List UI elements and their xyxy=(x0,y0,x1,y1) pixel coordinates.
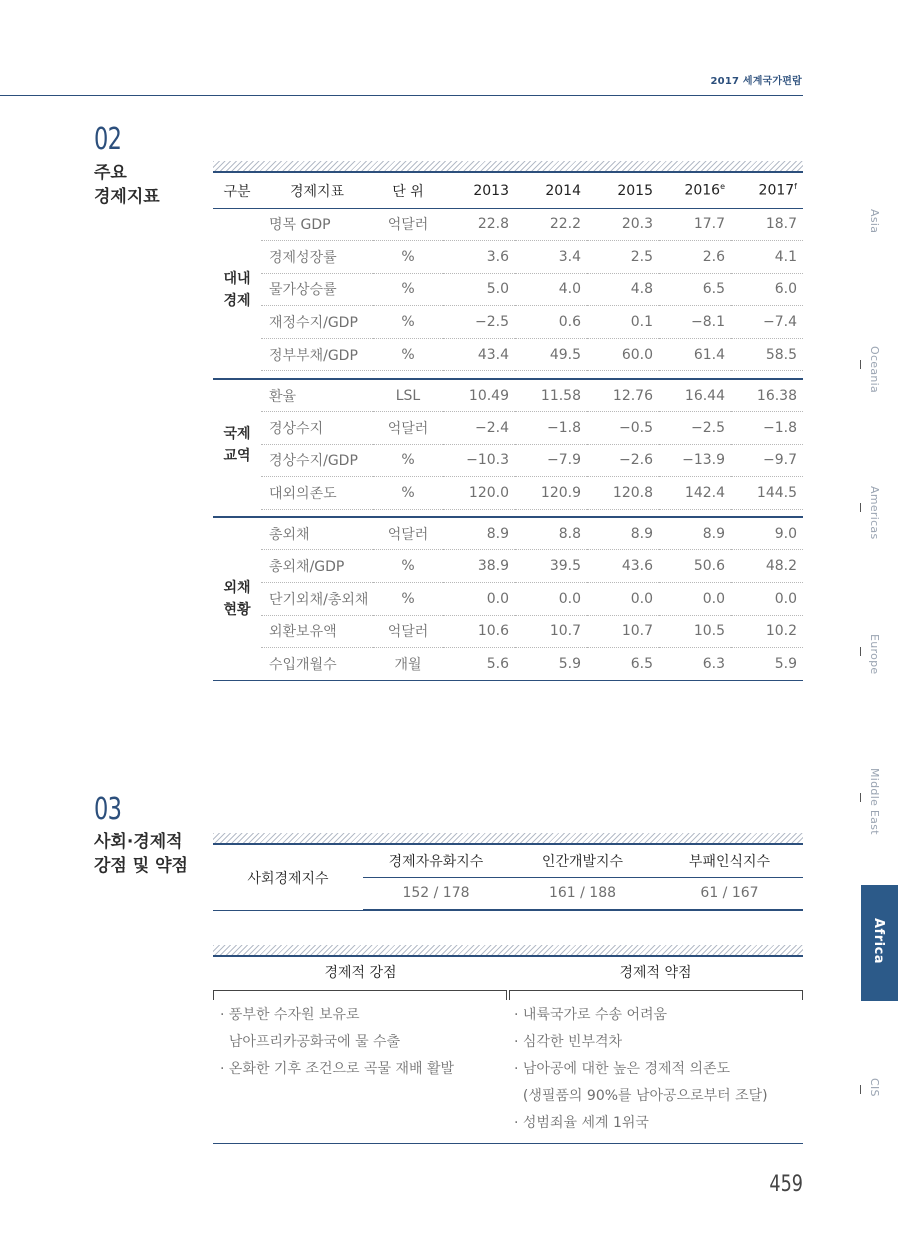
unit-cell: % xyxy=(373,550,443,583)
unit-cell: 억달러 xyxy=(373,615,443,648)
strengths-list xyxy=(220,1002,454,1083)
side-nav-item-asia[interactable]: Asia xyxy=(868,209,881,234)
value-cell: 10.7 xyxy=(587,615,659,648)
unit-cell: % xyxy=(373,241,443,274)
unit-cell: % xyxy=(373,583,443,616)
table-row xyxy=(213,517,803,550)
list-item: · 온화한 기후 조건으로 곡물 재배 활발 xyxy=(220,1061,455,1077)
value-cell: −7.9 xyxy=(515,444,587,477)
index-column-header: 인간개발지수 xyxy=(509,846,656,877)
side-nav-item-middle-east[interactable]: Middle East xyxy=(868,768,881,835)
value-cell: 4.0 xyxy=(515,273,587,306)
value-cell: 6.3 xyxy=(659,648,731,681)
strengths-title: 경제적 강점 xyxy=(324,965,397,981)
value-cell: 11.58 xyxy=(515,379,587,412)
value-cell: 8.9 xyxy=(443,517,515,550)
table-row xyxy=(213,306,803,339)
table-row xyxy=(213,241,803,274)
value-cell: 20.3 xyxy=(587,208,659,241)
list-item: · 풍부한 수자원 보유로 xyxy=(220,1007,360,1023)
value-cell: 142.4 xyxy=(659,477,731,510)
table-row xyxy=(213,379,803,412)
value-cell: −9.7 xyxy=(731,444,803,477)
value-cell: 43.4 xyxy=(443,338,515,371)
value-cell: 61.4 xyxy=(659,338,731,371)
value-cell: −2.4 xyxy=(443,412,515,445)
value-cell: 4.1 xyxy=(731,241,803,274)
indicator-cell: 경제성장률 xyxy=(261,241,373,274)
index-table-bottom-rule xyxy=(213,910,803,911)
value-cell: 3.4 xyxy=(515,241,587,274)
value-cell: 16.38 xyxy=(731,379,803,412)
header-year: 2016e xyxy=(659,174,731,208)
list-item: 남아프리카공화국에 물 수출 xyxy=(220,1034,401,1050)
section-top-rule xyxy=(213,955,803,957)
value-cell: −1.8 xyxy=(731,412,803,445)
side-nav-item-europe[interactable]: Europe xyxy=(868,634,881,675)
indicator-cell: 정부부채/GDP xyxy=(261,338,373,371)
unit-cell: % xyxy=(373,477,443,510)
indicator-cell: 물가상승률 xyxy=(261,273,373,306)
category-cell: 대내 경제 xyxy=(223,270,251,309)
economic-indicators-table xyxy=(213,174,803,681)
table-row xyxy=(213,338,803,371)
list-item: · 내륙국가로 수송 어려움 xyxy=(514,1007,668,1023)
section-title-strengths-weaknesses: 사회·경제적 강점 및 약점 xyxy=(94,832,188,876)
value-cell: 5.9 xyxy=(515,648,587,681)
strengths-weaknesses-bottom-rule xyxy=(213,1143,803,1144)
indicator-cell: 총외채/GDP xyxy=(261,550,373,583)
index-column-header: 부패인식지수 xyxy=(656,846,803,877)
index-column-header: 경제자유화지수 xyxy=(363,846,509,877)
value-cell: 2.5 xyxy=(587,241,659,274)
category-cell: 국제 교역 xyxy=(223,425,251,464)
value-cell: 50.6 xyxy=(659,550,731,583)
unit-cell: 억달러 xyxy=(373,208,443,241)
socioeconomic-index-table xyxy=(213,846,803,910)
value-cell: 5.0 xyxy=(443,273,515,306)
side-nav-item-oceania[interactable]: Oceania xyxy=(868,346,881,394)
value-cell: 22.8 xyxy=(443,208,515,241)
section-hatch-bar xyxy=(213,161,803,171)
table-row xyxy=(213,412,803,445)
header-category: 구분 xyxy=(213,174,261,208)
side-nav-tick xyxy=(860,793,861,802)
unit-cell: % xyxy=(373,273,443,306)
value-cell: 48.2 xyxy=(731,550,803,583)
value-cell: 49.5 xyxy=(515,338,587,371)
side-nav-tick xyxy=(860,1085,861,1094)
indicator-cell: 명목 GDP xyxy=(261,208,373,241)
table-row xyxy=(213,583,803,616)
unit-cell: % xyxy=(373,444,443,477)
value-cell: 120.9 xyxy=(515,477,587,510)
table-row xyxy=(213,615,803,648)
index-value: 61 / 167 xyxy=(656,877,803,909)
unit-cell: % xyxy=(373,338,443,371)
running-header: 2017 세계국가편람 xyxy=(710,76,802,87)
section-hatch-bar xyxy=(213,833,803,843)
list-item: · 성범죄율 세계 1위국 xyxy=(514,1115,649,1131)
value-cell: 3.6 xyxy=(443,241,515,274)
value-cell: −0.5 xyxy=(587,412,659,445)
value-cell: 12.76 xyxy=(587,379,659,412)
index-label: 사회경제지수 xyxy=(247,870,329,887)
side-nav-item-cis[interactable]: CIS xyxy=(868,1078,881,1097)
index-value: 152 / 178 xyxy=(363,877,509,909)
unit-cell: 개월 xyxy=(373,648,443,681)
side-nav-item-africa-active[interactable] xyxy=(861,885,898,1001)
value-cell: 8.8 xyxy=(515,517,587,550)
value-cell: 144.5 xyxy=(731,477,803,510)
weaknesses-bracket xyxy=(509,990,803,1000)
index-value: 161 / 188 xyxy=(509,877,656,909)
value-cell: 5.6 xyxy=(443,648,515,681)
section-number-03: 03 xyxy=(94,792,122,827)
table-row xyxy=(213,208,803,241)
value-cell: 10.6 xyxy=(443,615,515,648)
indicator-cell: 환율 xyxy=(261,379,373,412)
value-cell: 9.0 xyxy=(731,517,803,550)
value-cell: 2.6 xyxy=(659,241,731,274)
value-cell: 60.0 xyxy=(587,338,659,371)
value-cell: 8.9 xyxy=(587,517,659,550)
value-cell: 0.6 xyxy=(515,306,587,339)
value-cell: 10.49 xyxy=(443,379,515,412)
header-rule xyxy=(0,95,803,96)
value-cell: −13.9 xyxy=(659,444,731,477)
side-nav-tick xyxy=(860,647,861,656)
indicator-cell: 경상수지/GDP xyxy=(261,444,373,477)
value-cell: 0.0 xyxy=(731,583,803,616)
value-cell: 6.5 xyxy=(587,648,659,681)
table-row xyxy=(213,477,803,510)
strengths-bracket xyxy=(213,990,507,1000)
group-separator xyxy=(213,371,803,379)
value-cell: 22.2 xyxy=(515,208,587,241)
value-cell: 0.0 xyxy=(515,583,587,616)
section-number-02: 02 xyxy=(94,122,122,157)
table-row xyxy=(213,444,803,477)
indicator-cell: 경상수지 xyxy=(261,412,373,445)
value-cell: 120.8 xyxy=(587,477,659,510)
indicator-cell: 외환보유액 xyxy=(261,615,373,648)
value-cell: 58.5 xyxy=(731,338,803,371)
weaknesses-title: 경제적 약점 xyxy=(619,965,692,981)
value-cell: −10.3 xyxy=(443,444,515,477)
page-number: 459 xyxy=(769,1172,803,1197)
table-row xyxy=(213,648,803,681)
value-cell: 6.0 xyxy=(731,273,803,306)
table-row xyxy=(213,550,803,583)
header-year: 2017$^f$ xyxy=(731,174,803,208)
section-top-rule xyxy=(213,171,803,173)
value-cell: 10.2 xyxy=(731,615,803,648)
value-cell: 0.0 xyxy=(659,583,731,616)
header-year: 2014 xyxy=(515,174,587,208)
value-cell: 120.0 xyxy=(443,477,515,510)
value-cell: 5.9 xyxy=(731,648,803,681)
value-cell: −2.5 xyxy=(659,412,731,445)
estimate-mark: e xyxy=(720,182,725,192)
value-cell: −2.5 xyxy=(443,306,515,339)
value-cell: −1.8 xyxy=(515,412,587,445)
value-cell: −8.1 xyxy=(659,306,731,339)
indicator-cell: 대외의존도 xyxy=(261,477,373,510)
group-separator xyxy=(213,509,803,517)
value-cell: 39.5 xyxy=(515,550,587,583)
side-nav-item-americas[interactable]: Americas xyxy=(868,486,881,540)
section-hatch-bar xyxy=(213,945,803,955)
indicator-cell: 총외채 xyxy=(261,517,373,550)
indicator-cell: 수입개월수 xyxy=(261,648,373,681)
value-cell: 16.44 xyxy=(659,379,731,412)
list-item: · 남아공에 대한 높은 경제적 의존도 xyxy=(514,1061,731,1077)
header-year: 2015 xyxy=(587,174,659,208)
value-cell: 6.5 xyxy=(659,273,731,306)
unit-cell: 억달러 xyxy=(373,412,443,445)
value-cell: −2.6 xyxy=(587,444,659,477)
weaknesses-list xyxy=(514,1002,768,1137)
category-cell: 외채 현황 xyxy=(213,517,261,680)
value-cell: 38.9 xyxy=(443,550,515,583)
section-title-economic-indicators: 주요 경제지표 xyxy=(94,163,160,207)
list-item: · 심각한 빈부격차 xyxy=(514,1034,623,1050)
unit-cell: 억달러 xyxy=(373,517,443,550)
value-cell: 10.7 xyxy=(515,615,587,648)
forecast-mark: f xyxy=(794,182,797,192)
header-year: 2013 xyxy=(443,174,515,208)
side-nav-active-label: Africa xyxy=(871,918,886,965)
side-nav-tick xyxy=(860,360,861,369)
header-indicator: 경제지표 xyxy=(261,174,373,208)
unit-cell: % xyxy=(373,306,443,339)
value-cell: 10.5 xyxy=(659,615,731,648)
value-cell: 4.8 xyxy=(587,273,659,306)
header-unit: 단 위 xyxy=(373,174,443,208)
value-cell: 17.7 xyxy=(659,208,731,241)
value-cell: 8.9 xyxy=(659,517,731,550)
list-item: (생필품의 90%를 남아공으로부터 조달) xyxy=(514,1088,768,1104)
section-top-rule xyxy=(213,843,803,845)
value-cell: 0.0 xyxy=(443,583,515,616)
value-cell: −7.4 xyxy=(731,306,803,339)
indicator-cell: 재정수지/GDP xyxy=(261,306,373,339)
value-cell: 18.7 xyxy=(731,208,803,241)
table-header-row xyxy=(213,174,803,208)
indicator-cell: 단기외채/총외채 xyxy=(261,583,373,616)
strengths-weaknesses-header xyxy=(213,958,803,988)
value-cell: 43.6 xyxy=(587,550,659,583)
value-cell: 0.1 xyxy=(587,306,659,339)
table-row xyxy=(213,273,803,306)
value-cell: 0.0 xyxy=(587,583,659,616)
unit-cell: LSL xyxy=(373,379,443,412)
side-nav-tick xyxy=(860,503,861,512)
